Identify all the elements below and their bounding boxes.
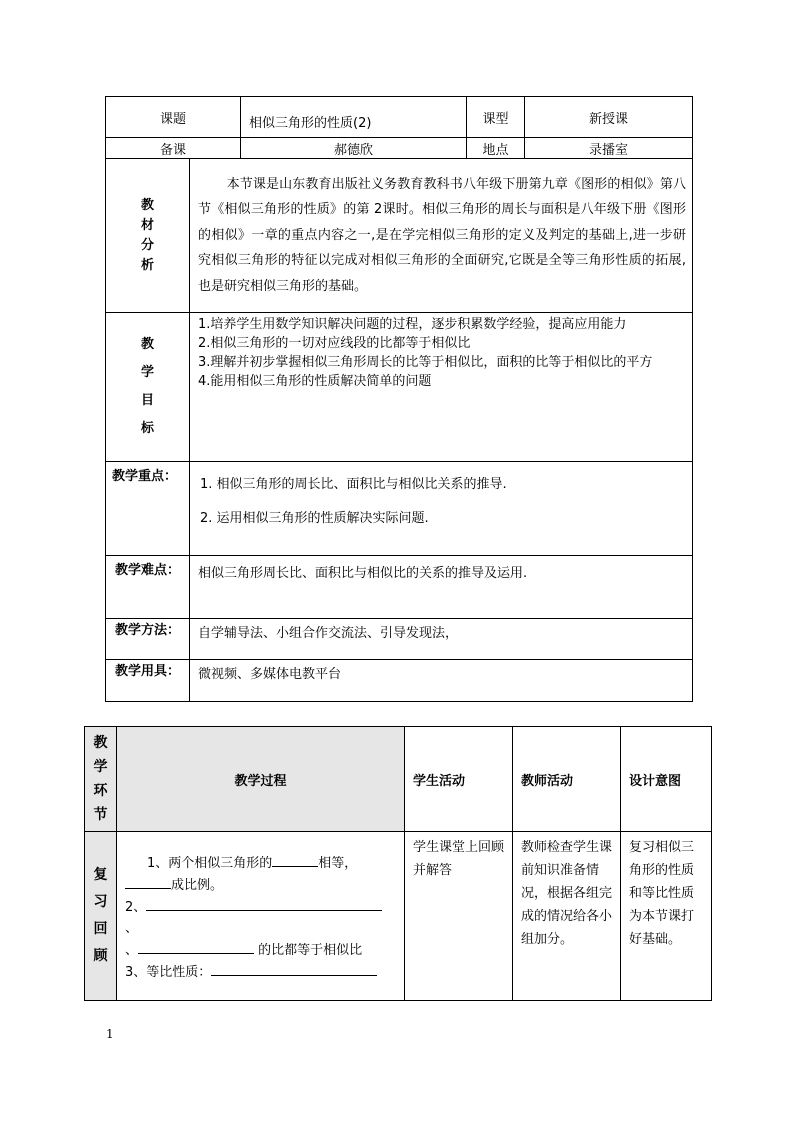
goals-label: 教 学 目 标 (106, 313, 190, 462)
goal-item: 1.培养学生用数学知识解决问题的过程，逐步积累数学经验，提高应用能力 (198, 317, 627, 332)
page-number: 1 (106, 1027, 114, 1041)
methods-text: 自学辅导法、小组合作交流法、引导发现法， (190, 619, 693, 660)
answer-blank[interactable] (146, 896, 382, 911)
process-header: 教学过程 (117, 727, 405, 832)
answer-blank[interactable] (272, 852, 318, 867)
goal-item: 4.能用相似三角形的性质解决简单的问题 (198, 374, 432, 389)
answer-blank[interactable] (211, 961, 377, 976)
analysis-label: 教 材 分 析 (106, 159, 190, 313)
prep-label: 备课 (106, 138, 241, 159)
design-intent: 复习相似三角形的性质和等比性质为本节课打好基础。 (621, 832, 712, 1001)
type-label: 课型 (467, 97, 525, 138)
review-question-2: 2、、 (125, 896, 394, 939)
analysis-text: 本节课是山东教育出版社义务教育教科书八年级下册第九章《图形的相似》第八节《相似三角形的性质》的第 2课时。相似三角形的周长与面积是八年级下册《图形的相似》一章的重点内容之一,是在学完相似三角形的定义及判定的基础上,进一步研究相似三角形的特征以完成对相似三角形的全面研究,它既是全等三角形性质的拓展,也是研究相似三角形的基础。 (190, 159, 693, 313)
answer-blank[interactable] (125, 874, 171, 889)
key-point-item: 1. 相似三角形的周长比、面积比与相似比关系的推导. (200, 477, 507, 492)
topic-value: 相似三角形的性质(2) (241, 97, 467, 138)
stage-header: 教 学 环 节 (85, 727, 117, 832)
prep-value: 郝德欣 (241, 138, 467, 159)
goal-item: 3.理解并初步掌握相似三角形周长的比等于相似比，面积的比等于相似比的平方 (198, 355, 653, 370)
review-question-2-cont: 、 的比都等于相似比 (125, 939, 394, 961)
key-points (190, 462, 693, 556)
review-question-1: 1、两个相似三角形的 相等， (125, 852, 394, 874)
location-label: 地点 (467, 138, 525, 159)
review-question-1-cont: 成比例。 (125, 874, 394, 896)
lesson-info-table (105, 96, 693, 702)
key-point-item: 2. 运用相似三角形的性质解决实际问题. (200, 511, 429, 526)
review-questions (117, 832, 405, 1001)
teacher-activity: 教师检查学生课前知识准备情况，根据各组完成的情况给各小组加分。 (513, 832, 621, 1001)
topic-label: 课题 (106, 97, 241, 138)
tools-label: 教学用具： (106, 660, 190, 702)
design-intent-header: 设计意图 (621, 727, 712, 832)
review-stage: 复 习 回 顾 (85, 832, 117, 1001)
difficulty-label: 教学难点： (106, 556, 190, 619)
student-activity-header: 学生活动 (405, 727, 513, 832)
key-points-label: 教学重点： (106, 462, 190, 556)
review-question-3: 3、等比性质： (125, 961, 394, 983)
teacher-activity-header: 教师活动 (513, 727, 621, 832)
type-value: 新授课 (525, 97, 693, 138)
student-activity: 学生课堂上回顾并解答 (405, 832, 513, 1001)
tools-text: 微视频、多媒体电教平台 (190, 660, 693, 702)
location-value: 录播室 (525, 138, 693, 159)
methods-label: 教学方法： (106, 619, 190, 660)
teaching-process-table (84, 726, 712, 1001)
answer-blank[interactable] (138, 939, 254, 954)
goals-list (190, 313, 693, 462)
goal-item: 2.相似三角形的一切对应线段的比都等于相似比 (198, 336, 471, 351)
difficulty-text: 相似三角形周长比、面积比与相似比的关系的推导及运用. (190, 556, 693, 619)
